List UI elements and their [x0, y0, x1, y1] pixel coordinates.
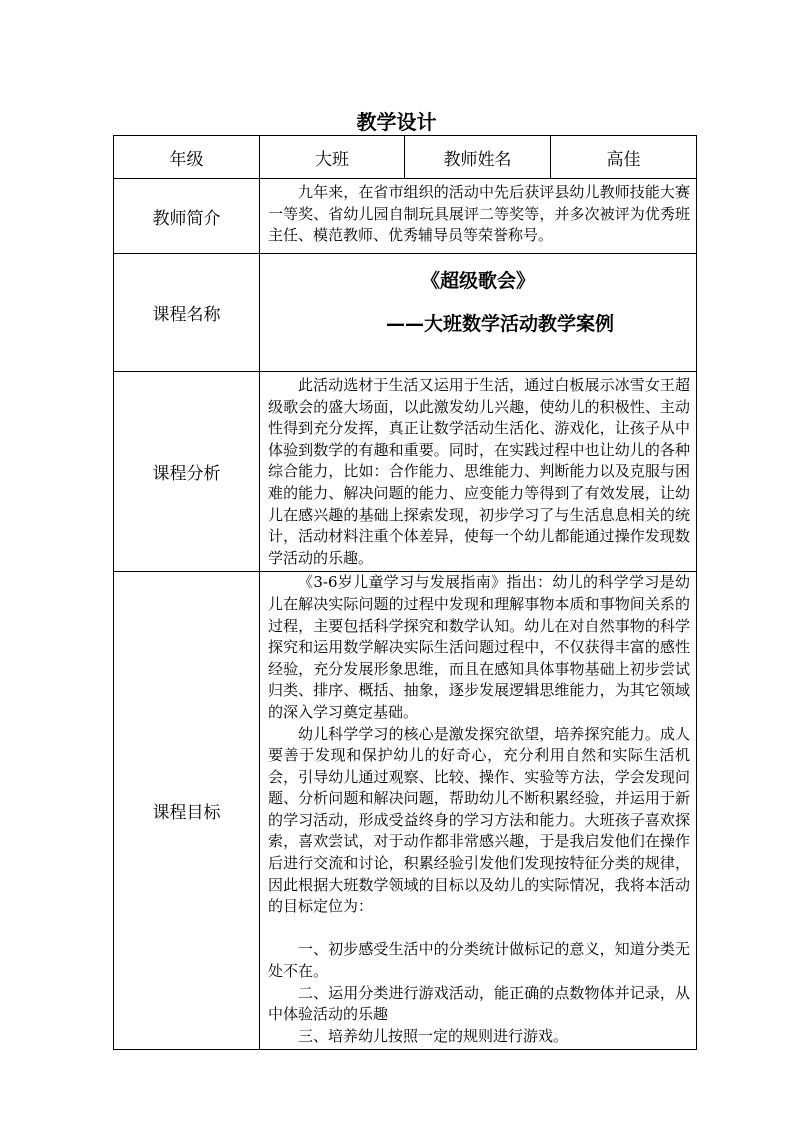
- grade-label: 年级: [114, 136, 260, 179]
- course-name-label: 课程名称: [114, 254, 260, 372]
- teacher-intro-row: [114, 179, 697, 254]
- teacher-name-value: 高佳: [551, 136, 697, 179]
- goal-item-1: 一、初步感受生活中的分类统计做标记的意义，知道分类无处不在。: [268, 940, 690, 981]
- teacher-intro-cell: [260, 179, 697, 254]
- course-name-row: [114, 254, 697, 372]
- course-goals-para-1: 《3-6岁儿童学习与发展指南》指出：幼儿的科学学习是幼儿在解决实际问题的过程中发现和理解事物本质和事物间关系的过程，主要包括科学探究和数学认知。幼儿在对自然事物的科学探究和运用数学解决实际生活问题过程中，不仅获得丰富的感性经验，充分发展形象思维，而且在感知具体事物基础上初步尝试归类、排序、概括、抽象，逐步发展逻辑思维能力，为其它领域的深入学习奠定基础。: [268, 573, 690, 721]
- goal-item-2: 二、运用分类进行游戏活动，能正确的点数物体并记录，从中体验活动的乐趣: [268, 983, 690, 1024]
- teacher-name-label: 教师姓名: [405, 136, 551, 179]
- course-goals-label: 课程目标: [114, 572, 260, 1050]
- document-title: 教学设计: [356, 110, 437, 134]
- course-analysis-text: 此活动选材于生活又运用于生活，通过白板展示冰雪女王超级歌会的盛大场面，以此激发幼儿兴趣，使幼儿的积极性、主动性得到充分发挥，真正让数学活动生活化、游戏化，让孩子从中体验到数学的有趣和重要。同时，在实践过程中也让幼儿的各种综合能力，比如：合作能力、思维能力、判断能力以及克服与困难的能力、解决问题的能力、应变能力等得到了有效发展，让幼儿在感兴趣的基础上探索发现，初步学习了与生活息息相关的统计，活动材料注重个体差异，使每一个幼儿都能通过操作发现数学活动的乐趣。: [268, 376, 690, 567]
- goal-item-3: 三、培养幼儿按照一定的规则进行游戏。: [298, 1026, 569, 1045]
- course-goals-row: [114, 572, 697, 1050]
- header-row: [114, 136, 697, 179]
- grade-value: 大班: [260, 136, 405, 179]
- course-title: 《超级歌会》: [420, 270, 535, 292]
- teacher-intro-text: 九年来，在省市组织的活动中先后获评县幼儿教师技能大赛一等奖、省幼儿园自制玩具展评二等奖等，并多次被评为优秀班主任、模范教师、优秀辅导员等荣誉称号。: [268, 183, 690, 245]
- course-goals-cell: [260, 572, 697, 1050]
- course-analysis-label: 课程分析: [114, 372, 260, 572]
- course-goals-para-2: 幼儿科学学习的核心是激发探究欲望，培养探究能力。成人要善于发现和保护幼儿的好奇心，充分利用自然和实际生活机会，引导幼儿通过观察、比较、操作、实验等方法，学会发现问题、分析问题和解决问题，帮助幼儿不断积累经验，并运用于新的学习活动，形成受益终身的学习方法和能力。大班孩子喜欢探索，喜欢尝试，对于动作都非常感兴趣，于是我启发他们在操作后进行交流和讨论，积累经验引发他们发现按特征分类的规律，因此根据大班数学领域的目标以及幼儿的实际情况，我将本活动的目标定位为：: [268, 724, 690, 916]
- course-analysis-cell: [260, 372, 697, 572]
- lesson-design-table: [113, 135, 697, 1050]
- course-name-cell: [260, 254, 697, 372]
- teacher-intro-label: 教师简介: [114, 179, 260, 254]
- course-analysis-row: [114, 372, 697, 572]
- course-subtitle: ——大班数学活动教学案例: [386, 313, 615, 335]
- blank-line: [268, 918, 690, 940]
